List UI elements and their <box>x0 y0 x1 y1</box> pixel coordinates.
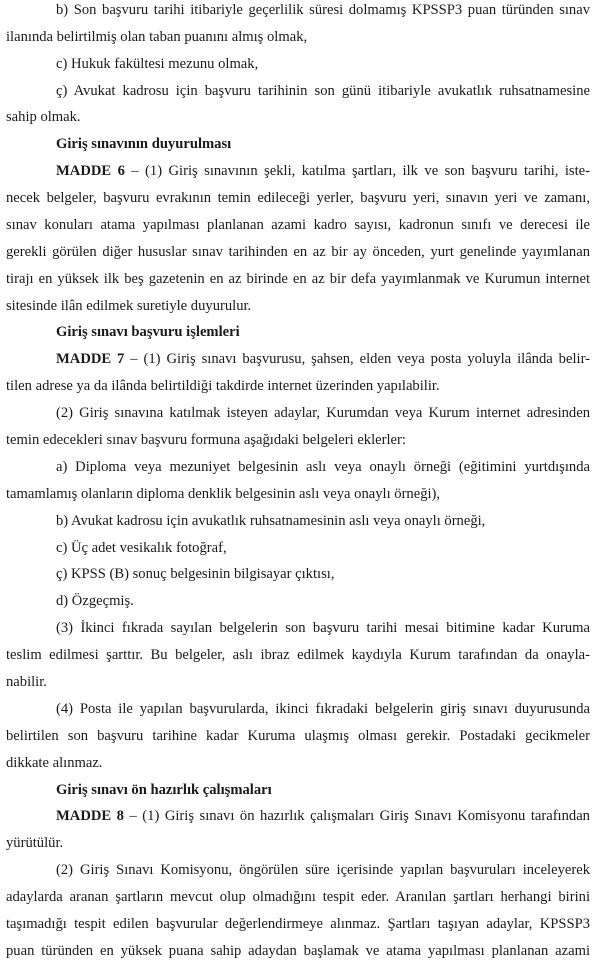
list-item: b) Avukat kadrosu için avukatlık ruhsatnamesinin aslı veya onaylı örneği, <box>56 513 486 529</box>
list-item: a) Diploma veya mezuniyet belgesinin aslı veya onaylı örneği (eğitimini yurtdışında <box>56 459 590 475</box>
text-line: puan türünden en yüksek puana sahip adaydan başlamak ve atama yapılması planlanan azami <box>6 943 590 959</box>
section-heading: Giriş sınavının duyurulması <box>56 136 232 152</box>
article-text: – (1) Giriş sınavı başvurusu, şahsen, elden veya posta yoluyla ilânda belir- <box>130 351 590 367</box>
list-item: ç) KPSS (B) sonuç belgesinin bilgisayar çıktısı, <box>56 566 335 582</box>
article-line <box>56 162 590 180</box>
list-item: c) Üç adet vesikalık fotoğraf, <box>56 540 227 556</box>
text-line: dikkate alınmaz. <box>6 755 103 771</box>
article-number: MADDE 8 <box>56 808 130 824</box>
text-line: adaylarda aranan şartların mevcut olup olmadığını tespit eder. Aranılan şartları herhangi birini <box>6 889 590 905</box>
article-number: MADDE 7 <box>56 351 131 367</box>
section-heading: Giriş sınavı başvuru işlemleri <box>56 324 240 340</box>
article-line <box>56 807 590 825</box>
list-item: d) Özgeçmiş. <box>56 593 134 609</box>
text-line: c) Hukuk fakültesi mezunu olmak, <box>56 56 259 72</box>
text-line: sitesinde ilân edilmek suretiyle duyurulur. <box>6 298 252 314</box>
text-line: ç) Avukat kadrosu için başvuru tarihinin son günü itibariyle avukatlık ruhsatnamesine <box>56 83 590 99</box>
text-line: sınav konuları atama yapılması planlanan azami kadro sayısı, kadronun sınıfı ve derecesi ile <box>6 217 590 233</box>
text-line: tamamlamış olanların diploma denklik belgesinin aslı veya onaylı örneği), <box>6 486 441 502</box>
text-line: gerekli görülen diğer hususlar sınav tarihinden en az bir ay önceden, yurt genelinde yayımlanan <box>6 244 590 260</box>
text-line: necek belgeler, başvuru evrakının temin edileceği yerler, başvuru yeri, sınavın yeri ve zamanı, <box>6 190 590 206</box>
text-line: (2) Giriş Sınavı Komisyonu, öngörülen süre içerisinde yapılan başvuruları inceleyerek <box>56 862 590 878</box>
text-line: tirajı en yüksek ilk beş gazetenin en az birinde en az bir defa yayımlanmak ve Kurumun internet <box>6 271 590 287</box>
text-line: yürütülür. <box>6 835 64 851</box>
text-line: (2) Giriş sınavına katılmak isteyen adaylar, Kurumdan veya Kurum internet adresinden <box>56 405 590 421</box>
text-line: teslim edilmesi şarttır. Bu belgeler, aslı ibraz edilmek kaydıyla Kurum tarafından da onayla- <box>6 647 590 663</box>
section-heading: Giriş sınavı ön hazırlık çalışmaları <box>56 782 272 798</box>
text-line: tilen adrese ya da ilânda belirtildiği takdirde internet üzerinden yapılabilir. <box>6 378 440 394</box>
text-line: taşımadığı tespit edilen başvurular değerlendirmeye alınmaz. Şartları taşıyan adaylar, KPSSP3 <box>6 916 590 932</box>
text-line: ilanında belirtilmiş olan taban puanını almış olmak, <box>6 29 308 45</box>
text-line: sahip olmak. <box>6 109 81 125</box>
article-number: MADDE 6 <box>56 163 132 179</box>
text-line: belirtilen son başvuru tarihine kadar Kuruma ulaşmış olması gerekir. Postadaki gecikmeler <box>6 728 590 744</box>
text-line: temin edecekleri sınav başvuru formuna aşağıdaki belgeleri eklerler: <box>6 432 406 448</box>
text-line: (3) İkinci fıkrada sayılan belgelerin son başvuru tarihi mesai bitimine kadar Kuruma <box>56 620 590 636</box>
article-text: – (1) Giriş sınavı ön hazırlık çalışmaları Giriş Sınavı Komisyonu tarafından <box>129 808 590 824</box>
article-line <box>56 350 590 368</box>
text-line: b) Son başvuru tarihi itibariyle geçerlilik süresi dolmamış KPSSP3 puan türünden sınav <box>56 2 590 18</box>
text-line: (4) Posta ile yapılan başvurularda, ikinci fıkradaki belgelerin giriş sınavı duyurusunda <box>56 701 590 717</box>
text-line: nabilir. <box>6 674 47 690</box>
article-text: – (1) Giriş sınavının şekli, katılma şartları, ilk ve son başvuru tarihi, iste- <box>131 163 590 179</box>
